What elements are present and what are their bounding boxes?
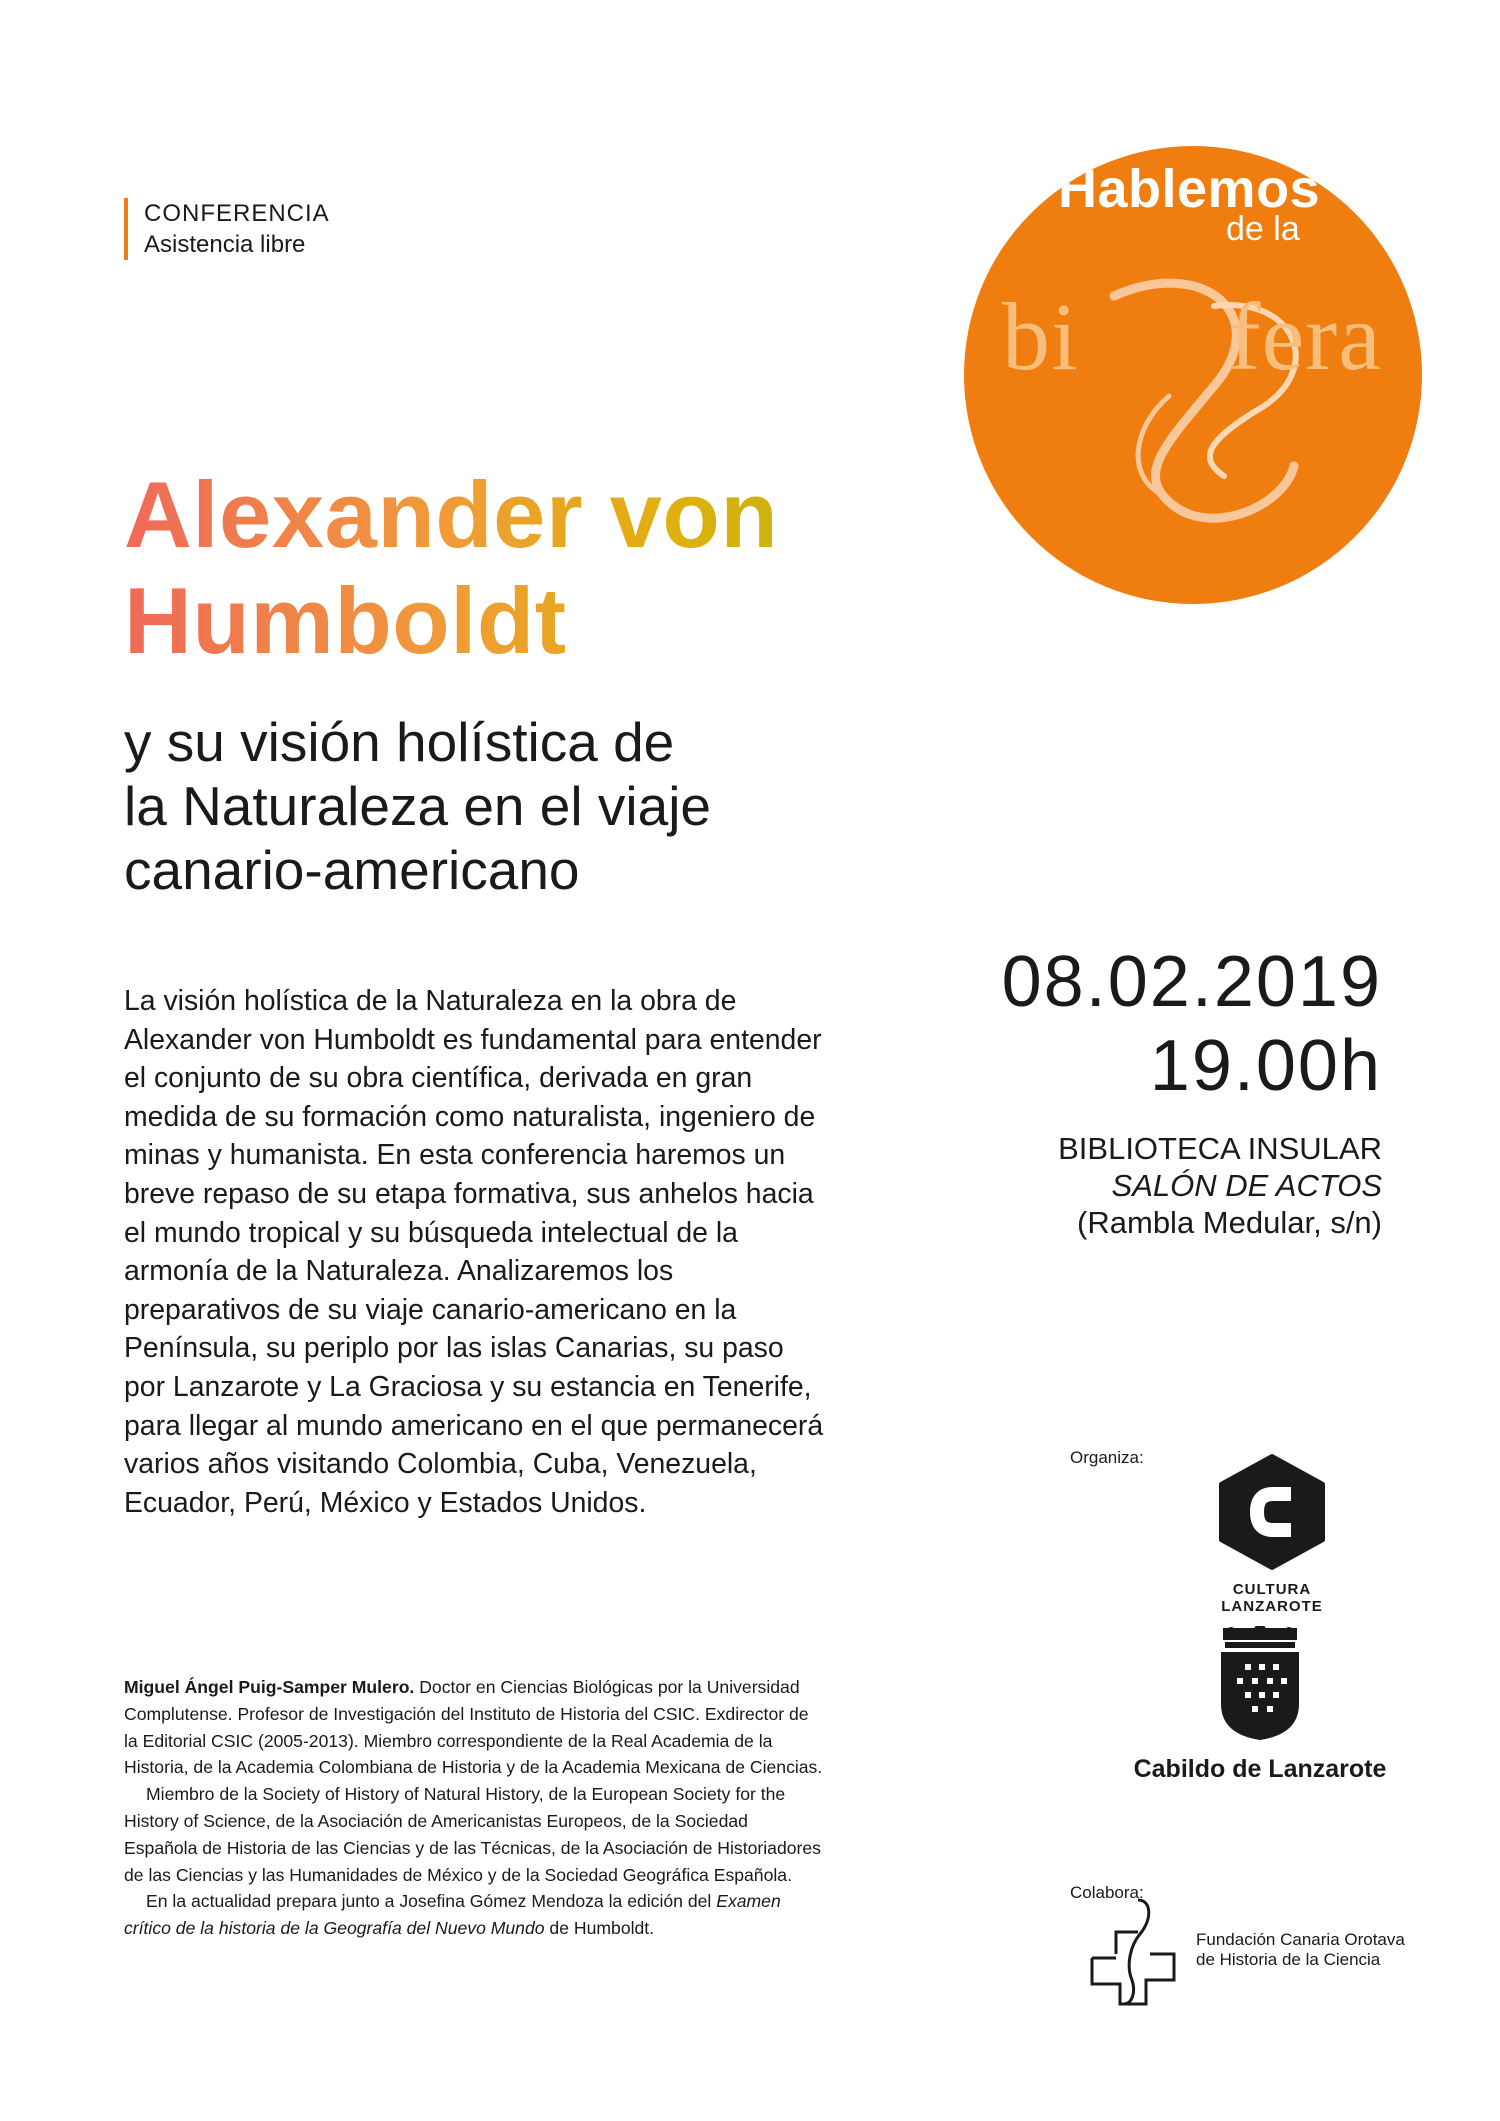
- speaker-name: Miguel Ángel Puig-Samper Mulero.: [124, 1677, 415, 1697]
- fundacion-line-2: de Historia de la Ciencia: [1196, 1950, 1381, 1969]
- book-title: Examen crítico de la historia de la Geografía del Nuevo Mundo: [124, 1891, 781, 1939]
- venue-name: BIBLIOTECA INSULAR: [1058, 1131, 1382, 1166]
- cabildo-label: Cabildo de Lanzarote: [1133, 1755, 1387, 1783]
- cultura-lanzarote-logo: [1182, 1454, 1362, 1615]
- title-line-2: Humboldt: [124, 568, 567, 673]
- venue-address: (Rambla Medular, s/n): [1077, 1205, 1382, 1240]
- fundacion-name: [1196, 1930, 1436, 1970]
- cultura-hexagon-icon: [1217, 1454, 1327, 1570]
- event-date: 08.02.2019: [1001, 942, 1382, 1022]
- title-line-1: Alexander von: [124, 462, 779, 567]
- subtitle-line-1: y su visión holística de: [124, 711, 675, 773]
- logo-word-right: fera: [1228, 283, 1382, 390]
- bio-paragraph-2: Miembro de la Society of History of Natural History, de la European Society for the History of Science, de la Asociación de Americanistas Europeos, de la Sociedad Española de Historia de las Ciencias y de las Técnicas, de la Asociación de Historiadores de las Ciencias y las Humanidades de México y de la Sociedad Geográfica Española.: [124, 1784, 821, 1885]
- coat-of-arms-icon: [1215, 1626, 1305, 1742]
- logo-subtitle: de la: [1226, 210, 1300, 248]
- speaker-bio: [124, 1674, 824, 1942]
- colabora-label: Colabora:: [1070, 1883, 1144, 1902]
- main-title: [124, 462, 904, 674]
- cultura-label: CULTURA LANZAROTE: [1221, 1581, 1323, 1615]
- bio-paragraph-3-end: de Humboldt.: [544, 1918, 655, 1939]
- cabildo-logo: [1110, 1626, 1410, 1784]
- fundacion-cross-icon: [1080, 1896, 1190, 2006]
- bio-paragraph-3: En la actualidad prepara junto a Josefina Gómez Mendoza la edición del: [146, 1891, 717, 1912]
- event-type: CONFERENCIA: [144, 200, 330, 227]
- logo-word: [1002, 281, 1382, 392]
- subtitle: [124, 710, 904, 902]
- fundacion-line-1: Fundación Canaria Orotava: [1196, 1930, 1405, 1949]
- event-datetime: [1002, 940, 1382, 1108]
- subtitle-line-3: canario-americano: [124, 839, 580, 901]
- event-type-tag: [124, 198, 330, 260]
- venue-room: SALÓN DE ACTOS: [1111, 1168, 1382, 1203]
- series-logo: [964, 146, 1422, 604]
- subtitle-line-2: la Naturaleza en el viaje: [124, 775, 712, 837]
- event-time: 19.00h: [1149, 1026, 1382, 1106]
- bio-paragraph-1: Doctor en Ciencias Biológicas por la Universidad Complutense. Profesor de Investigación del Instituto de Historia del CSIC. Exdirector de la Editorial CSIC (2005-2013). Miembro correspondiente de la Real Academia de la Historia, de la Academia Colombiana de Historia y de la Academia Mexicana de Ciencias.: [124, 1677, 823, 1778]
- attendance-note: Asistencia libre: [144, 231, 306, 258]
- logo-word-left: bi: [1002, 283, 1079, 390]
- organiza-label: Organiza:: [1070, 1448, 1144, 1467]
- logo-title: Hablemos: [1058, 159, 1321, 219]
- event-location: [1058, 1130, 1382, 1241]
- description-paragraph: La visión holística de la Naturaleza en la obra de Alexander von Humboldt es fundamental para entender el conjunto de su obra científica, derivada en gran medida de su formación como naturalista, ingeniero de minas y humanista. En esta conferencia haremos un breve repaso de su etapa formativa, sus anhelos hacia el mundo tropical y su búsqueda intelectual de la armonía de la Naturaleza. Analizaremos los preparativos de su viaje canario-americano en la Península, su periplo por las islas Canarias, su paso por Lanzarote y La Graciosa y su estancia en Tenerife, para llegar al mundo americano en el que permanecerá varios años visitando Colombia, Cuba, Venezuela, Ecuador, Perú, México y Estados Unidos.: [124, 985, 824, 1519]
